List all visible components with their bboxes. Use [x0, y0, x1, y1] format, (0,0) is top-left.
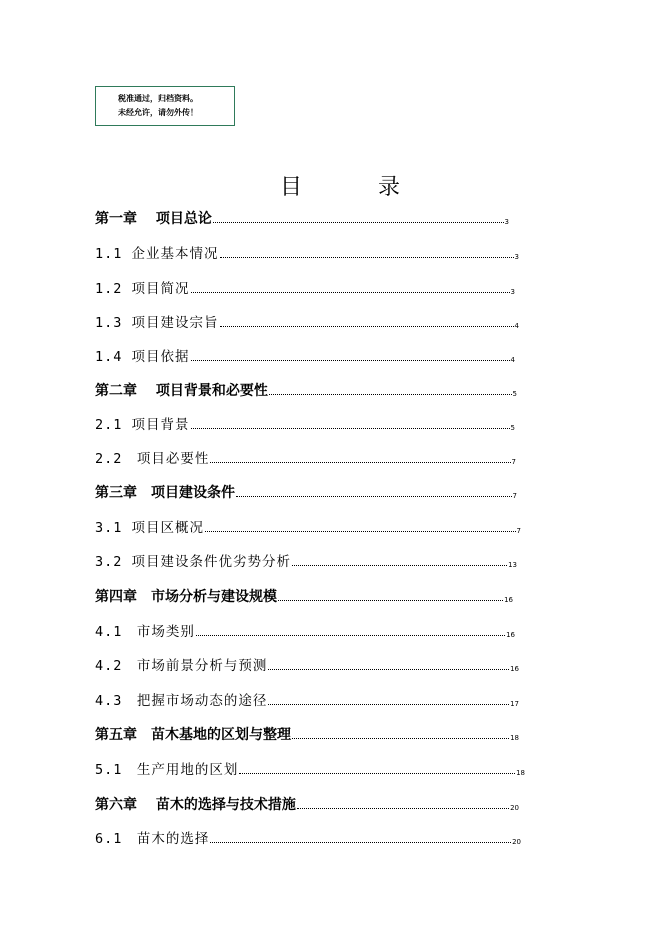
dot-leader [205, 531, 516, 532]
toc-entry-page-number: 20 [510, 804, 519, 812]
toc-entry-label: 1.3 项目建设宗旨 [95, 315, 219, 331]
dot-leader [268, 669, 509, 670]
toc-entry-label: 1.4 项目依据 [95, 349, 190, 365]
toc-entry-page-number: 7 [512, 492, 517, 500]
dot-leader [236, 496, 512, 497]
toc-entry-page-number: 18 [516, 769, 525, 777]
toc-entry[interactable] [95, 517, 521, 537]
dot-leader [220, 257, 514, 258]
toc-entry-page-number: 20 [512, 838, 521, 846]
toc-entry-page-number: 7 [511, 458, 516, 466]
toc-entry[interactable] [95, 312, 519, 332]
toc-entry-label: 3.2 项目建设条件优劣势分析 [95, 554, 292, 570]
dot-leader [191, 292, 510, 293]
toc-entry-label: 2.2 项目必要性 [95, 451, 210, 467]
toc-entry-label: 4.2 市场前景分析与预测 [95, 658, 268, 674]
toc-entry-page-number: 5 [512, 390, 517, 398]
toc-entry-label: 第三章 项目建设条件 [95, 485, 235, 501]
toc-entry[interactable] [95, 346, 515, 366]
toc-entry-page-number: 5 [510, 424, 515, 432]
toc-entry[interactable] [95, 655, 519, 675]
toc-entry-page-number: 4 [510, 356, 515, 364]
toc-entry[interactable] [95, 759, 525, 779]
toc-entry[interactable] [95, 621, 515, 641]
dot-leader [196, 635, 505, 636]
toc-entry-label: 4.1 市场类别 [95, 624, 195, 640]
toc-entry-label: 第六章 苗木的选择与技术措施 [95, 797, 296, 813]
dot-leader [210, 462, 510, 463]
toc-entry-page-number: 7 [516, 527, 521, 535]
toc-entry[interactable] [95, 482, 517, 502]
toc-entry-label: 5.1 生产用地的区划 [95, 762, 239, 778]
dot-leader [268, 704, 509, 705]
toc-entry[interactable] [95, 586, 513, 606]
toc-entry[interactable] [95, 278, 515, 298]
dot-leader [191, 428, 510, 429]
toc-entry-label: 1.2 项目简况 [95, 281, 190, 297]
dot-leader [269, 394, 512, 395]
toc-entry-label: 2.1 项目背景 [95, 417, 190, 433]
toc-entry-label: 3.1 项目区概况 [95, 520, 205, 536]
toc-entry-label: 4.3 把握市场动态的途径 [95, 693, 268, 709]
dot-leader [239, 773, 515, 774]
dot-leader [292, 738, 509, 739]
title-char-1: 目 [280, 175, 303, 200]
toc-entry-label: 第二章 项目背景和必要性 [95, 383, 268, 399]
toc-entry[interactable] [95, 794, 519, 814]
toc-entry-page-number: 4 [514, 322, 519, 330]
toc-entry[interactable] [95, 380, 517, 400]
toc-entry-label: 第一章 项目总论 [95, 211, 212, 227]
toc-entry-page-number: 13 [508, 561, 517, 569]
toc-entry[interactable] [95, 414, 515, 434]
confidential-notice-box [95, 86, 235, 126]
page-title [0, 170, 662, 200]
toc-entry[interactable] [95, 551, 517, 571]
toc-entry-page-number: 17 [510, 700, 519, 708]
toc-entry-page-number: 16 [510, 665, 519, 673]
toc-entry-label: 6.1 苗木的选择 [95, 831, 210, 847]
toc-entry[interactable] [95, 448, 516, 468]
dot-leader [213, 222, 504, 223]
notice-line-1: 税准通过，归档资料。 [118, 94, 198, 103]
toc-entry-label: 1.1 企业基本情况 [95, 246, 219, 262]
dot-leader [220, 326, 514, 327]
toc-entry[interactable] [95, 208, 509, 228]
toc-entry[interactable] [95, 828, 521, 848]
dot-leader [292, 565, 507, 566]
toc-entry-page-number: 3 [514, 253, 519, 261]
toc-entry-page-number: 18 [510, 734, 519, 742]
toc-entry[interactable] [95, 243, 519, 263]
toc-entry[interactable] [95, 690, 519, 710]
dot-leader [278, 600, 503, 601]
toc-entry-page-number: 3 [504, 218, 509, 226]
toc-entry-label: 第四章 市场分析与建设规模 [95, 589, 277, 605]
dot-leader [297, 808, 509, 809]
dot-leader [210, 842, 511, 843]
title-char-2: 录 [378, 175, 401, 200]
toc-entry-label: 第五章 苗木基地的区划与整理 [95, 727, 291, 743]
dot-leader [191, 360, 510, 361]
notice-line-2: 未经允许，请勿外传！ [118, 108, 198, 117]
toc-entry-page-number: 3 [510, 288, 515, 296]
toc-entry-page-number: 16 [504, 596, 513, 604]
toc-entry-page-number: 16 [506, 631, 515, 639]
toc-entry[interactable] [95, 724, 519, 744]
